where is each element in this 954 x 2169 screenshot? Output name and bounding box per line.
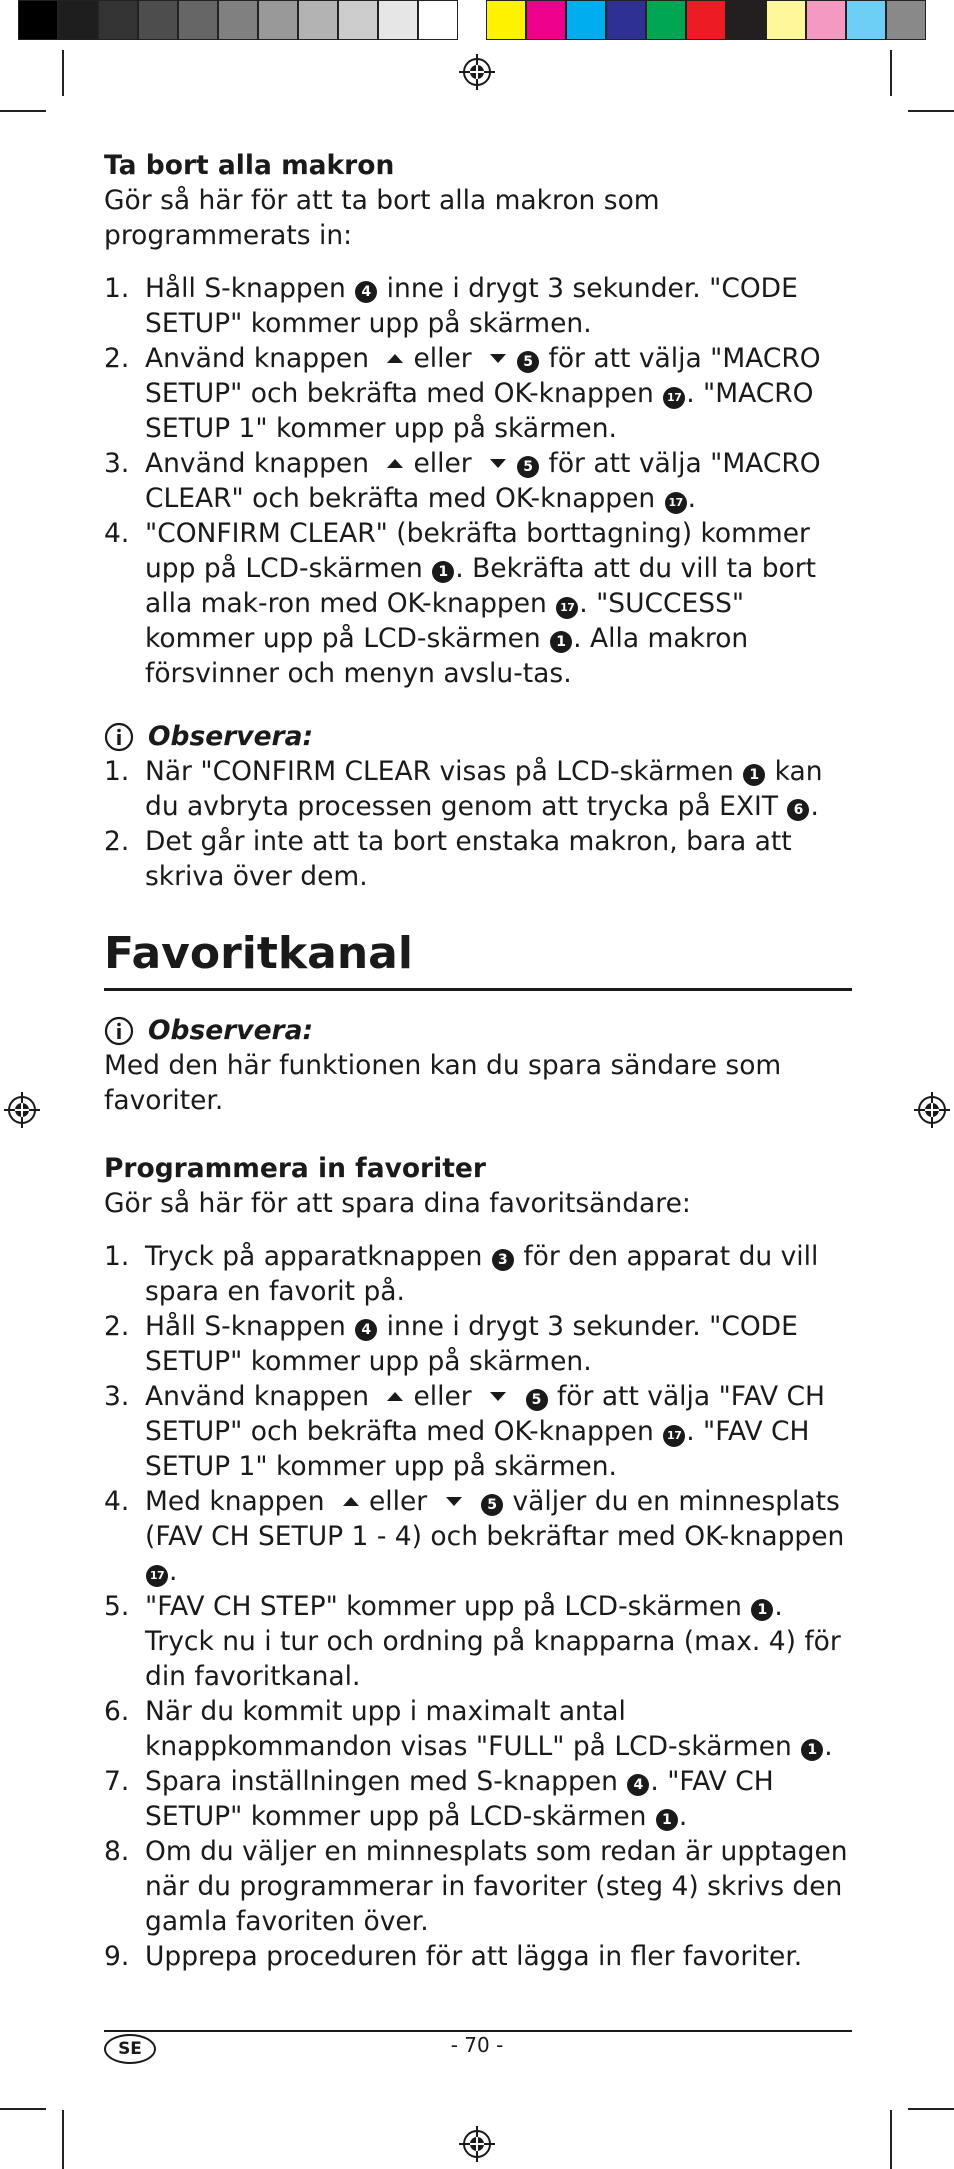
list-item-number: 8. <box>104 1836 130 1867</box>
crop-mark <box>0 110 46 112</box>
list-item <box>104 1239 852 1309</box>
section-title: Favoritkanal <box>104 926 852 991</box>
footer-rule <box>104 2030 852 2032</box>
program-favorites-heading: Programmera in favoriter <box>104 1153 486 1184</box>
note-heading <box>104 1013 852 1048</box>
list-item <box>104 1589 852 1694</box>
list-item-number: 6. <box>104 1696 130 1727</box>
page-number: - 70 - <box>450 2033 504 2057</box>
circled-number-icon: 1 <box>550 631 572 653</box>
list-item-text: Använd knappen eller 5 för att välja "MACRO SETUP" och bekräfta med OK-knappen 17 . "MACRO SETUP 1" kommer upp på skärmen. <box>145 343 821 444</box>
triangle-up-icon <box>343 1497 359 1506</box>
circled-number-icon: 4 <box>355 1319 377 1341</box>
crosshair-registration-icon <box>459 2126 495 2162</box>
color-swatch <box>806 0 846 40</box>
color-swatch <box>566 0 606 40</box>
circled-number-icon: 1 <box>743 764 765 786</box>
list-item <box>104 446 852 516</box>
process-color-bar <box>486 0 926 42</box>
crop-mark <box>890 50 892 96</box>
circled-number-icon: 1 <box>432 561 454 583</box>
color-swatch <box>298 0 338 40</box>
color-swatch <box>886 0 926 40</box>
circled-number-icon: 17 <box>556 597 578 619</box>
grayscale-color-bar <box>18 0 458 42</box>
list-item-text: "CONFIRM CLEAR" (bekräfta borttagning) kommer upp på LCD-skärmen 1 . Bekräfta att du vill ta bort alla mak-ron med OK-knappen 17 . "SUCCESS" kommer upp på LCD-skärmen 1 . Alla makron försvinner och menyn avslu-tas. <box>145 518 817 689</box>
list-item <box>104 754 852 824</box>
list-item-number: 2. <box>104 343 130 374</box>
circled-number-icon: 5 <box>517 456 539 478</box>
list-item-number: 1. <box>104 1241 130 1272</box>
favorite-note-text: Med den här funktionen kan du spara sändare som favoriter. <box>104 1050 782 1116</box>
list-item-number: 5. <box>104 1591 130 1622</box>
circled-number-icon: 1 <box>656 1809 678 1831</box>
list-item-text: Om du väljer en minnesplats som redan är upptagen när du programmerar in favoriter (steg 4) skrivs den gamla favoriten över. <box>145 1836 848 1937</box>
circled-number-icon: 5 <box>526 1389 548 1411</box>
triangle-down-icon <box>446 1497 462 1506</box>
circled-number-icon: 1 <box>751 1599 773 1621</box>
crosshair-registration-icon <box>4 1092 40 1128</box>
color-swatch <box>686 0 726 40</box>
circled-number-icon: 17 <box>663 387 685 409</box>
circled-number-icon: 1 <box>801 1739 823 1761</box>
color-swatch <box>726 0 766 40</box>
crosshair-registration-icon <box>459 54 495 90</box>
language-badge: SE <box>104 2034 156 2064</box>
color-swatch <box>338 0 378 40</box>
list-item-number: 9. <box>104 1941 130 1972</box>
list-item <box>104 341 852 446</box>
program-favorites-steps <box>104 1239 852 1974</box>
list-item-number: 3. <box>104 448 130 479</box>
circled-number-icon: 4 <box>627 1774 649 1796</box>
list-item <box>104 516 852 691</box>
circled-number-icon: 17 <box>146 1565 168 1587</box>
color-swatch <box>58 0 98 40</box>
list-item <box>104 1939 852 1974</box>
circled-number-icon: 17 <box>665 492 687 514</box>
list-item <box>104 1484 852 1589</box>
color-swatch <box>178 0 218 40</box>
crop-mark <box>62 2110 64 2169</box>
info-icon <box>104 1016 134 1046</box>
color-swatch <box>646 0 686 40</box>
list-item-number: 4. <box>104 518 130 549</box>
list-item-text: När "CONFIRM CLEAR visas på LCD-skärmen 1 kan du avbryta processen genom att trycka på EXIT 6 . <box>145 756 823 822</box>
list-item <box>104 1834 852 1939</box>
crop-mark <box>890 2110 892 2169</box>
crosshair-registration-icon <box>914 1092 950 1128</box>
triangle-down-icon <box>490 1392 506 1401</box>
remove-macros-notes <box>104 754 852 894</box>
list-item-number: 3. <box>104 1381 130 1412</box>
list-item-text: Håll S-knappen 4 inne i drygt 3 sekunder. "CODE SETUP" kommer upp på skärmen. <box>145 273 798 339</box>
crop-mark <box>62 50 64 96</box>
page-content <box>104 148 852 1974</box>
list-item-text: Tryck på apparatknappen 3 för den apparat du vill spara en favorit på. <box>145 1241 819 1307</box>
circled-number-icon: 17 <box>663 1425 685 1447</box>
list-item-number: 2. <box>104 1311 130 1342</box>
color-swatch <box>846 0 886 40</box>
list-item-text: Spara inställningen med S-knappen 4 . "FAV CH SETUP" kommer upp på LCD-skärmen 1 . <box>145 1766 774 1832</box>
crop-mark <box>0 2108 46 2110</box>
list-item <box>104 1379 852 1484</box>
crop-mark <box>908 110 954 112</box>
color-swatch <box>378 0 418 40</box>
color-swatch <box>138 0 178 40</box>
program-favorites-intro: Gör så här för att spara dina favoritsändare: <box>104 1188 691 1219</box>
circled-number-icon: 4 <box>355 281 377 303</box>
color-swatch <box>486 0 526 40</box>
triangle-up-icon <box>387 1392 403 1401</box>
crop-mark <box>908 2108 954 2110</box>
triangle-up-icon <box>387 459 403 468</box>
color-swatch <box>98 0 138 40</box>
note-heading-label: Observera: <box>148 1015 314 1046</box>
triangle-up-icon <box>387 354 403 363</box>
info-icon <box>104 722 134 752</box>
list-item-text: Håll S-knappen 4 inne i drygt 3 sekunder. "CODE SETUP" kommer upp på skärmen. <box>145 1311 798 1377</box>
list-item <box>104 1694 852 1764</box>
color-swatch <box>606 0 646 40</box>
remove-macros-heading: Ta bort alla makron <box>104 150 395 181</box>
list-item-text: När du kommit upp i maximalt antal knappkommandon visas "FULL" på LCD-skärmen 1 . <box>145 1696 833 1762</box>
list-item-number: 7. <box>104 1766 130 1797</box>
triangle-down-icon <box>490 459 506 468</box>
color-swatch <box>218 0 258 40</box>
list-item-text: "FAV CH STEP" kommer upp på LCD-skärmen 1 . Tryck nu i tur och ordning på knapparna (max. 4) för din favoritkanal. <box>145 1591 841 1692</box>
list-item-number: 1. <box>104 273 130 304</box>
list-item-number: 2. <box>104 826 130 857</box>
color-swatch <box>526 0 566 40</box>
list-item-text: Använd knappen eller 5 för att välja "MACRO CLEAR" och bekräfta med OK-knappen 17 . <box>145 448 821 514</box>
list-item-text: Använd knappen eller 5 för att välja "FAV CH SETUP" och bekräfta med OK-knappen 17 . "FAV CH SETUP 1" kommer upp på skärmen. <box>145 1381 825 1482</box>
circled-number-icon: 3 <box>492 1249 514 1271</box>
list-item-text: Upprepa proceduren för att lägga in fler favoriter. <box>145 1941 803 1972</box>
circled-number-icon: 6 <box>787 799 809 821</box>
list-item-number: 4. <box>104 1486 130 1517</box>
color-swatch <box>18 0 58 40</box>
list-item <box>104 1309 852 1379</box>
color-swatch <box>418 0 458 40</box>
note-heading-label: Observera: <box>148 721 314 752</box>
triangle-down-icon <box>490 354 506 363</box>
note-heading <box>104 719 852 754</box>
remove-macros-intro: Gör så här för att ta bort alla makron som programmerats in: <box>104 185 660 251</box>
list-item-text: Det går inte att ta bort enstaka makron, bara att skriva över dem. <box>145 826 792 892</box>
color-swatch <box>258 0 298 40</box>
list-item <box>104 1764 852 1834</box>
list-item <box>104 271 852 341</box>
remove-macros-steps <box>104 271 852 691</box>
list-item-text: Med knappen eller 5 väljer du en minnesplats (FAV CH SETUP 1 - 4) och bekräftar med OK-knappen 17 . <box>145 1486 845 1587</box>
list-item-number: 1. <box>104 756 130 787</box>
list-item <box>104 824 852 894</box>
color-swatch <box>766 0 806 40</box>
circled-number-icon: 5 <box>481 1494 503 1516</box>
circled-number-icon: 5 <box>517 351 539 373</box>
